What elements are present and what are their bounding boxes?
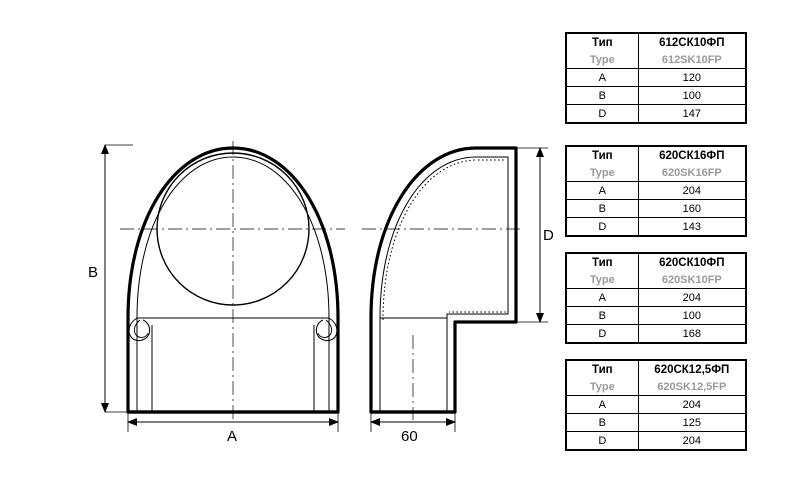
table-row [567,105,746,123]
table-row [567,307,746,325]
type-value-ru: 620СК16ФП [638,147,745,165]
type-value-ru: 620СК10ФП [638,254,745,272]
type-label-en: Type [567,271,639,289]
spec-table-2 [565,145,747,237]
dim-value: 100 [638,87,745,105]
type-label-en: Type [567,378,639,396]
dim-label: B [567,307,639,325]
type-label-ru: Тип [567,254,639,272]
spec-table-3 [565,252,747,344]
dim-value: 160 [638,200,745,218]
table-row [567,396,746,414]
dim-label: B [567,414,639,432]
type-label-en: Type [567,164,639,182]
type-value-en: 620SK10FP [638,271,745,289]
dim-label: B [567,200,639,218]
table-row [567,378,746,396]
table-row [567,254,746,272]
table-row [567,34,746,52]
table-row [567,147,746,165]
dim-label: D [567,105,639,123]
table-row [567,200,746,218]
dim-label: D [567,218,639,236]
dimension-label-a: A [227,428,238,445]
dim-value: 204 [638,182,745,200]
table-row [567,325,746,343]
dim-value: 168 [638,325,745,343]
dim-value: 120 [638,69,745,87]
dim-value: 204 [638,432,745,450]
type-value-en: 620SK16FP [638,164,745,182]
table-row [567,218,746,236]
spec-table-4 [565,359,747,451]
table-row [567,182,746,200]
table-row [567,432,746,450]
dim-label: B [567,87,639,105]
dim-label: A [567,289,639,307]
type-label-ru: Тип [567,34,639,52]
dim-label: A [567,396,639,414]
dim-label: A [567,182,639,200]
table-row [567,164,746,182]
dim-value: 100 [638,307,745,325]
spec-tables [560,0,800,500]
type-label-ru: Тип [567,361,639,379]
dim-value: 125 [638,414,745,432]
dim-value: 204 [638,289,745,307]
dim-value: 147 [638,105,745,123]
spec-table-1 [565,32,747,124]
dimension-label-d: D [543,227,554,244]
table-row [567,69,746,87]
type-label-en: Type [567,51,639,69]
type-value-ru: 620СК12,5ФП [638,361,745,379]
dim-value: 204 [638,396,745,414]
dim-label: D [567,325,639,343]
type-label-ru: Тип [567,147,639,165]
dim-label: D [567,432,639,450]
type-value-ru: 612СК10ФП [638,34,745,52]
table-row [567,414,746,432]
table-row [567,361,746,379]
type-value-en: 620SK12,5FP [638,378,745,396]
dimension-label-b: B [88,264,99,281]
table-row [567,51,746,69]
type-value-en: 612SK10FP [638,51,745,69]
side-view [362,148,548,432]
dim-value: 143 [638,218,745,236]
table-row [567,87,746,105]
front-view [105,141,345,432]
table-row [567,271,746,289]
dim-label: A [567,69,639,87]
dimension-label-60: 60 [401,428,418,445]
table-row [567,289,746,307]
